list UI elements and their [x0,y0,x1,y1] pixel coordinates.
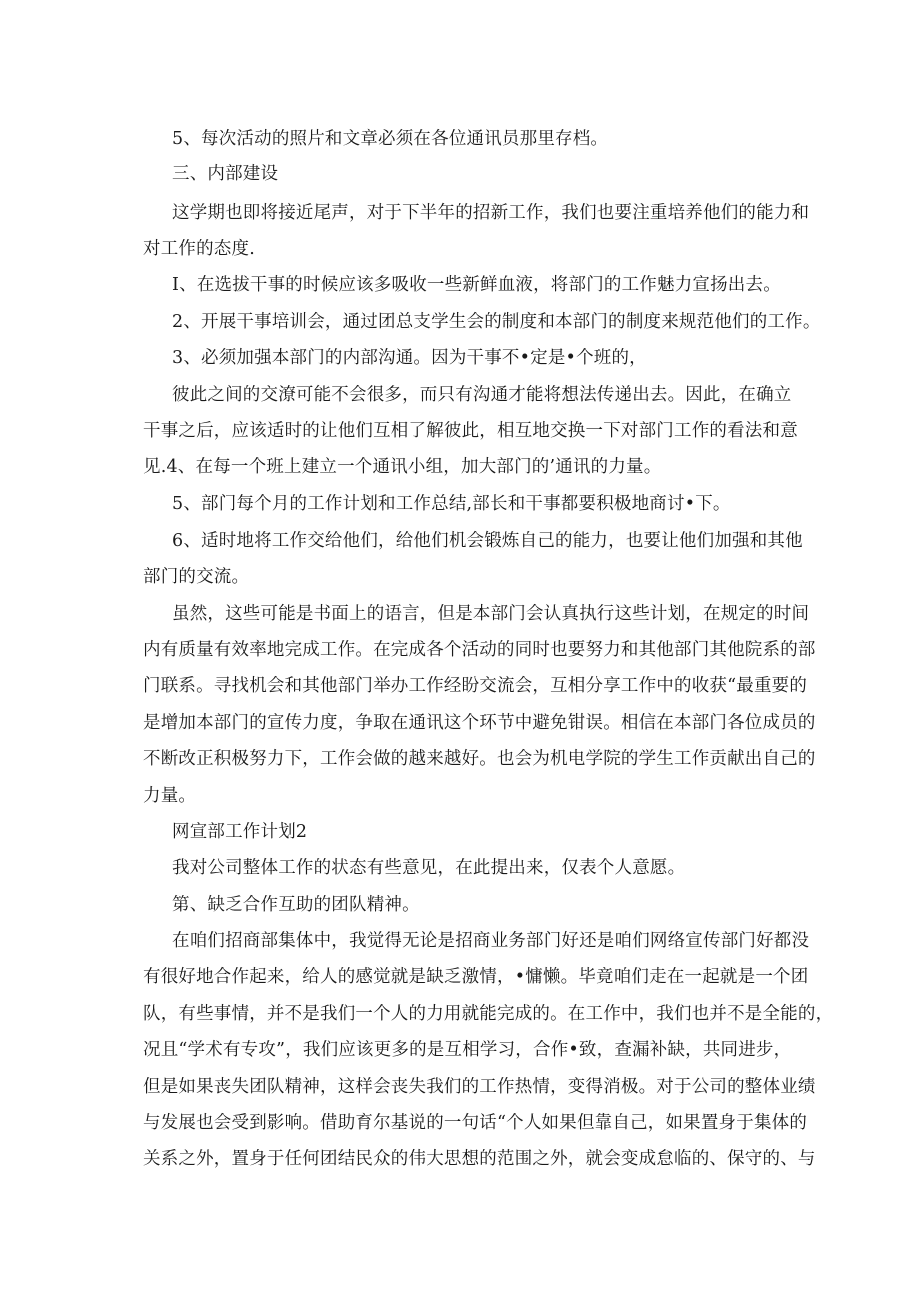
text-line: 5、部门每个月的工作计划和工作总结,部长和干事都要积极地商讨•下。 [172,494,731,514]
text-line: 虽然，这些可能是书面上的语言，但是本部门会认真执行这些计划，在规定的时间 [172,604,810,624]
text-line: 有很好地合作起来，给人的感觉就是缺乏激情，•慵懒。毕竟咱们走在一起就是一个团 [143,967,809,987]
text-line: 在咱们招商部集体中，我觉得无论是招商业务部门好还是咱们网络宣传部门好都没 [172,931,810,951]
text-line: I、在选拔干事的时候应该多吸收一些新鲜血液，将部门的工作魅力宣扬出去。 [172,275,781,295]
text-line: 干事之后，应该适时的让他们互相了解彼此，相互地交换一下对部门工作的看法和意 [143,421,798,441]
text-line: 但是如果丧失团队精神，这样会丧失我们的工作热情，变得消极。对于公司的整体业绩 [143,1077,816,1097]
text-line: 5、每次活动的照片和文章必须在各位通讯员那里存档。 [172,129,609,149]
text-line: 3、必须加强本部门的内部沟通。因为干事不•定是•个班的， [172,348,647,368]
text-line: 彼此之间的交潦可能不会很多，而只有沟通才能将想法传递出去。因此，在确立 [172,385,792,405]
text-line: 第、缺乏合作互助的团队精神。 [172,895,420,915]
text-line: 关系之外，置身于任何团结民众的伟大思想的范围之外，就会变成怠临的、保守的、与 [143,1149,816,1169]
text-line: 与发展也会受到影响。借助育尔基说的一句话“个人如果但靠自己，如果置身于集体的 [143,1113,808,1133]
text-line: 况且“学术有专攻”，我们应该更多的是互相学习，合作•致，查漏补缺，共同进步， [143,1040,792,1060]
text-line: 队，有些事情，并不是我们一个人的力用就能完成的。在工作中，我们也并不是全能的， [143,1004,834,1024]
text-line: 我对公司整体工作的状态有些意见，在此提出来，仅表个人意愿。 [172,858,686,878]
text-line: 是增加本部门的宣传力度，争取在通讯这个环节中避免钳误。相信在本部门各位成员的 [143,713,816,733]
text-line: 见.4、在每一个班上建立一个通讯小组，加大部门的’通讯的力量。 [143,457,662,477]
text-line: 2、开展干事培训会，通过团总支学生会的制度和本部门的制度来规范他们的工作。 [172,312,821,332]
section-heading: 三、内部建设 [172,164,279,184]
text-line: 不断改正积极努力下，工作会做的越来越好。也会为机电学院的学生工作贡献出自己的 [143,749,816,769]
text-line: 对工作的态度. [143,239,255,259]
text-line: 力量。 [143,786,197,806]
text-line: 内有质量有效率地完成工作。在完成各个活动的同时也要努力和其他部门其他院系的部 [143,640,816,660]
text-line: 门联系。寻找机会和其他部门举办工作经盼交流会，互相分享工作中的收获“最重要的 [143,676,808,696]
text-line: 部门的交流。 [143,567,250,587]
text-line: 6、适时地将工作交给他们，给他们机会锻炼自己的能力，也要让他们加强和其他 [172,531,803,551]
section-heading: 网宣部工作计划2 [172,822,308,842]
text-line: 这学期也即将接近尾声，对于下半年的招新工作，我们也要注重培养他们的能力和 [172,203,810,223]
